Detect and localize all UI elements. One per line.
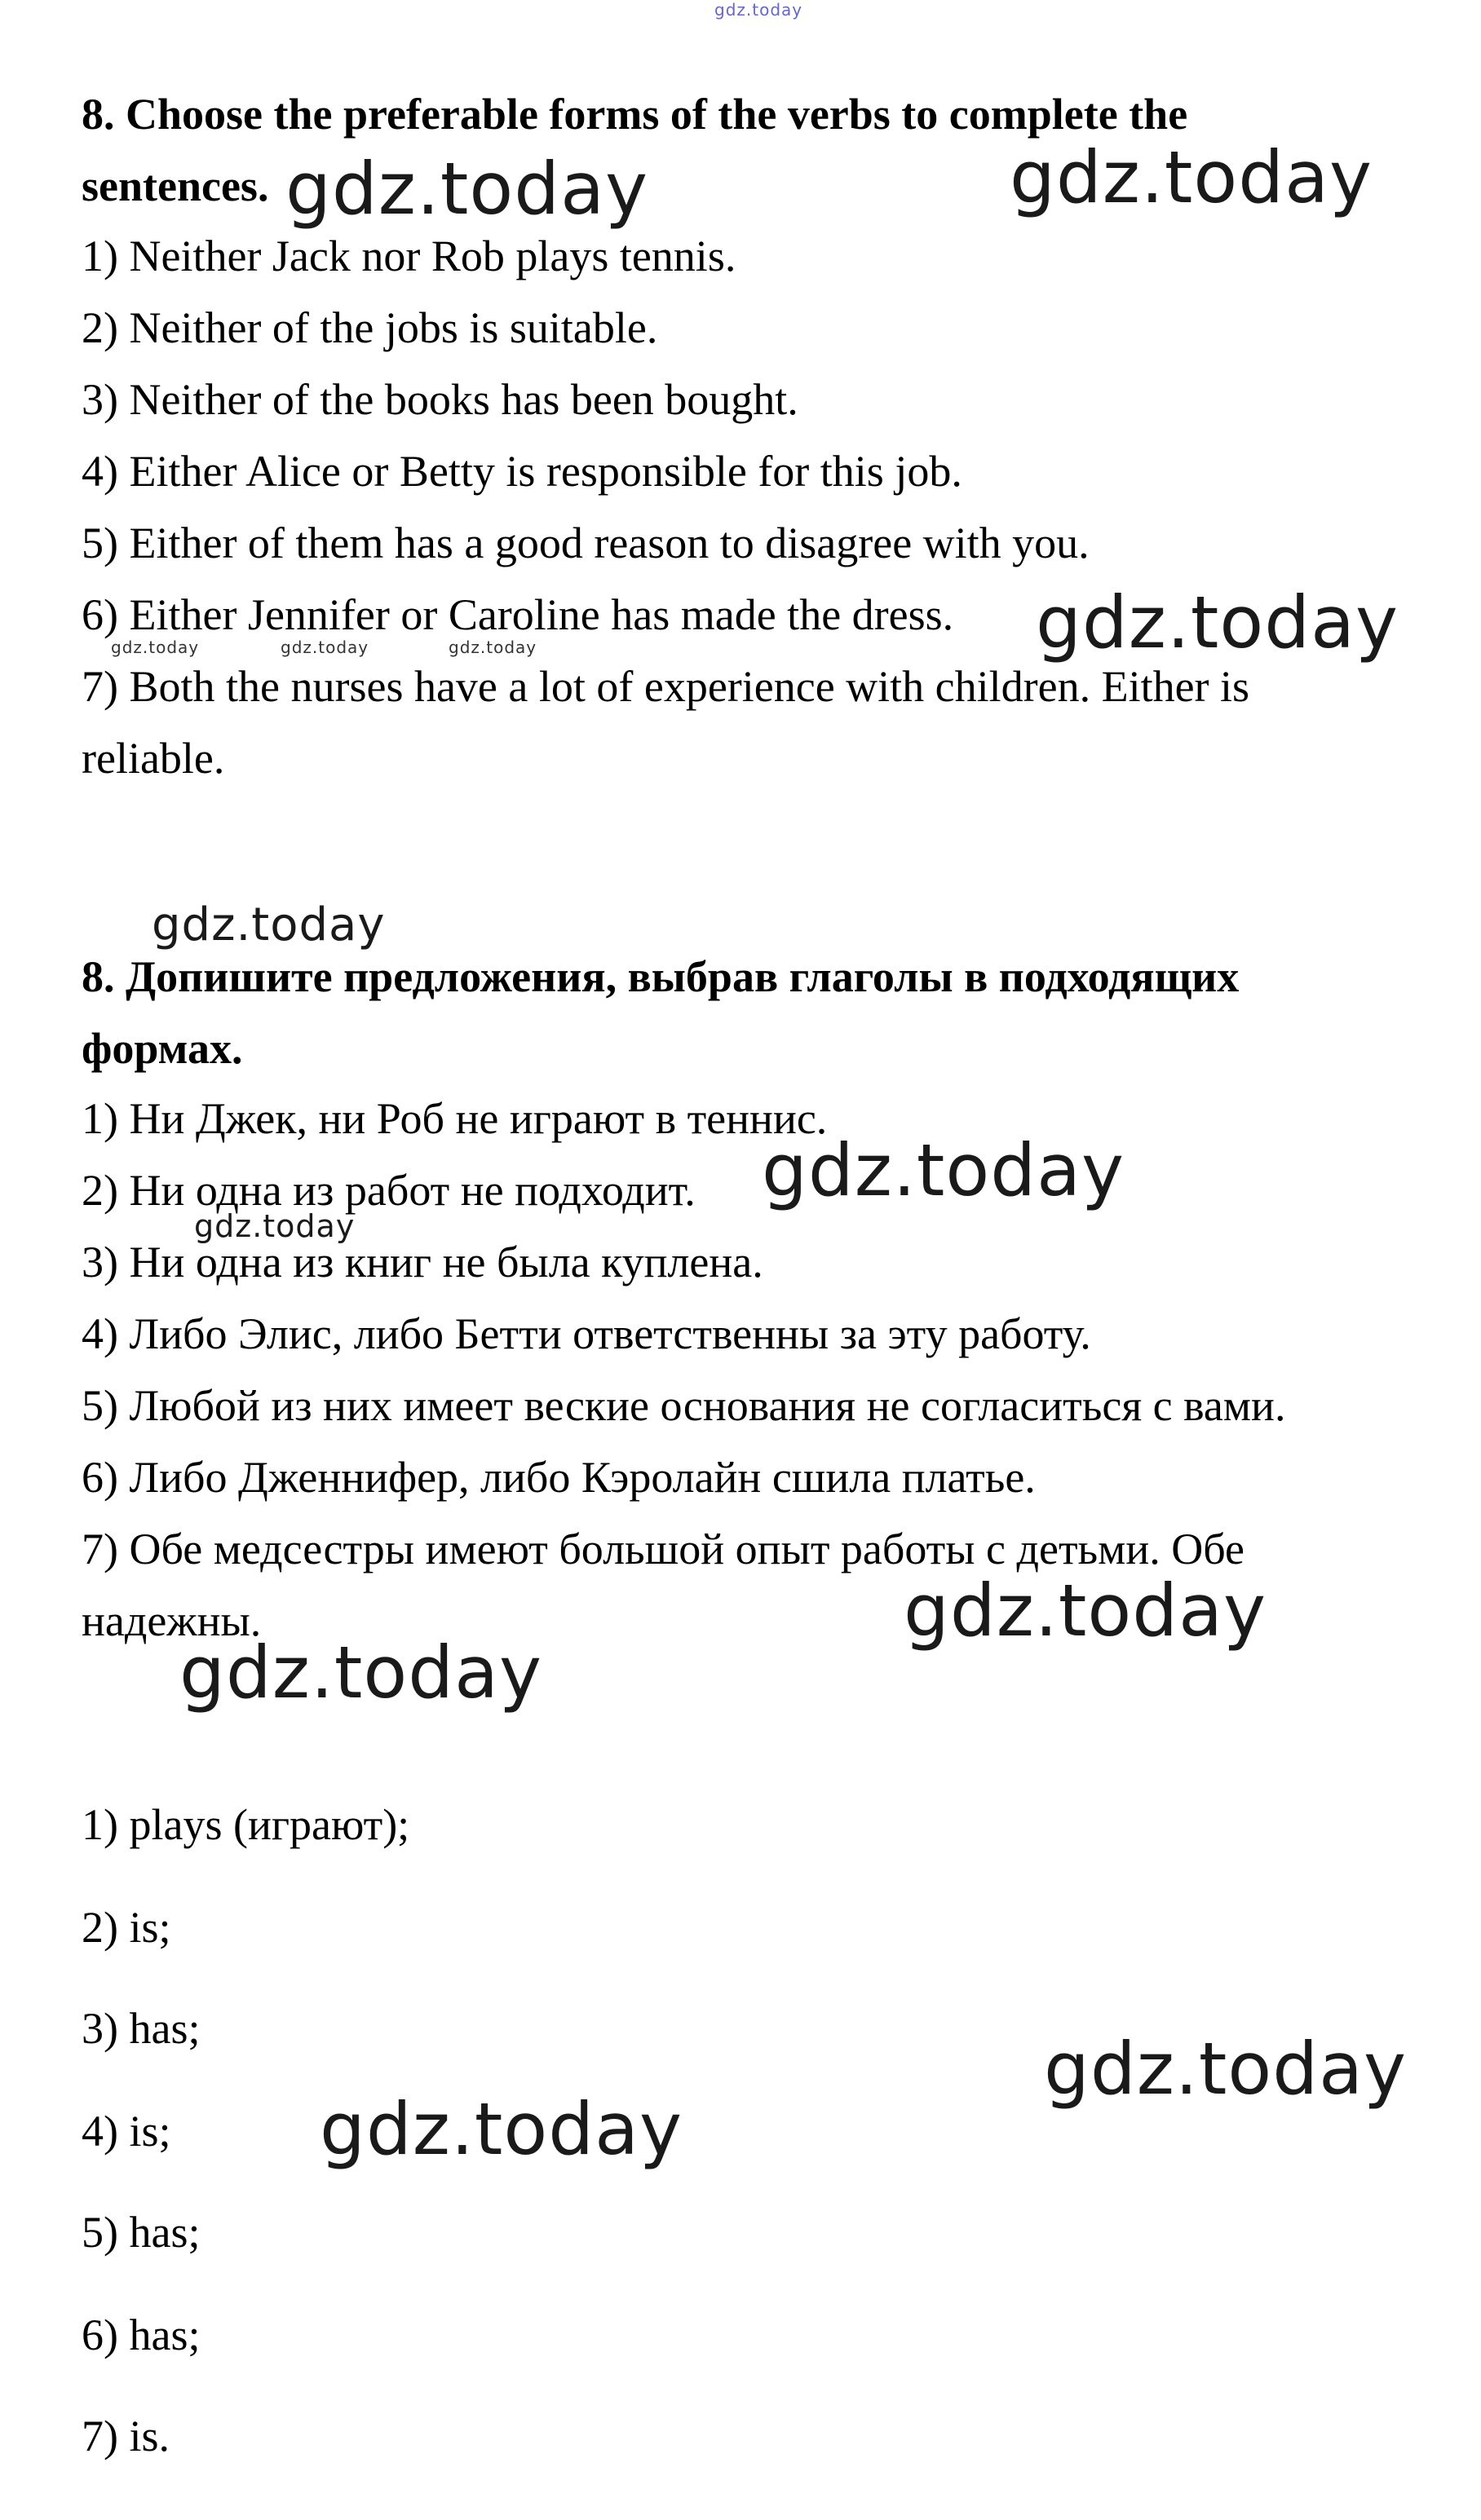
watermark: gdz.today [320, 2087, 683, 2171]
watermark: gdz.today [762, 1128, 1125, 1212]
english-item-3: 3) Neither of the books has been bought. [82, 375, 798, 424]
english-item-1: 1) Neither Jack nor Rob plays tennis. [82, 232, 736, 280]
english-item-7-cont: reliable. [82, 734, 225, 783]
answer-4: 4) is; [82, 2107, 171, 2156]
answer-5: 5) has; [82, 2208, 201, 2257]
watermark-tiny: gdz.today [111, 638, 200, 657]
russian-heading [82, 941, 1403, 1084]
russian-item-7-cont: надежны. [82, 1596, 262, 1645]
russian-item-3: 3) Ни одна из книг не была куплена. [82, 1238, 763, 1286]
watermark: gdz.today [152, 898, 386, 951]
answer-7: 7) is. [82, 2412, 170, 2460]
english-item-4: 4) Either Alice or Betty is responsible for this job. [82, 447, 962, 496]
answer-1: 1) plays (играют); [82, 1800, 410, 1849]
russian-item-4: 4) Либо Элис, либо Бетти ответственны за эту работу. [82, 1309, 1091, 1358]
russian-item-1: 1) Ни Джек, ни Роб не играют в теннис. [82, 1094, 828, 1143]
watermark: gdz.today [179, 1631, 543, 1715]
english-item-5: 5) Either of them has a good reason to disagree with you. [82, 519, 1090, 567]
answer-2: 2) is; [82, 1903, 171, 1952]
russian-item-7: 7) Обе медсестры имеют большой опыт работы с детьми. Обе [82, 1525, 1244, 1573]
watermark: gdz.today [1044, 2027, 1408, 2111]
watermark: gdz.today [1010, 135, 1373, 219]
watermark: gdz.today [904, 1569, 1267, 1653]
answer-3: 3) has; [82, 2004, 201, 2053]
watermark-tiny: gdz.today [281, 638, 369, 657]
english-item-7: 7) Both the nurses have a lot of experience with children. Either is [82, 662, 1250, 711]
watermark-top: gdz.today [714, 0, 803, 20]
english-heading-line2: sentences. [82, 161, 269, 210]
answer-6: 6) has; [82, 2310, 201, 2359]
watermark: gdz.today [1036, 580, 1399, 664]
watermark: gdz.today [194, 1208, 356, 1244]
watermark-tiny: gdz.today [449, 638, 537, 657]
russian-heading-line2: формах. [82, 1024, 243, 1073]
russian-item-5: 5) Любой из них имеет веские основания не согласиться с вами. [82, 1381, 1286, 1430]
russian-heading-line1: 8. Допишите предложения, выбрав глаголы в подходящих [82, 952, 1240, 1001]
english-heading-line1: 8. Choose the preferable forms of the verbs to complete the [82, 90, 1188, 139]
english-item-2: 2) Neither of the jobs is suitable. [82, 303, 658, 352]
watermark: gdz.today [285, 147, 649, 231]
english-item-6: 6) Either Jennifer or Caroline has made the dress. [82, 590, 954, 639]
russian-item-2: 2) Ни одна из работ не подходит. [82, 1166, 696, 1215]
russian-item-6: 6) Либо Дженнифер, либо Кэролайн сшила платье. [82, 1453, 1036, 1502]
